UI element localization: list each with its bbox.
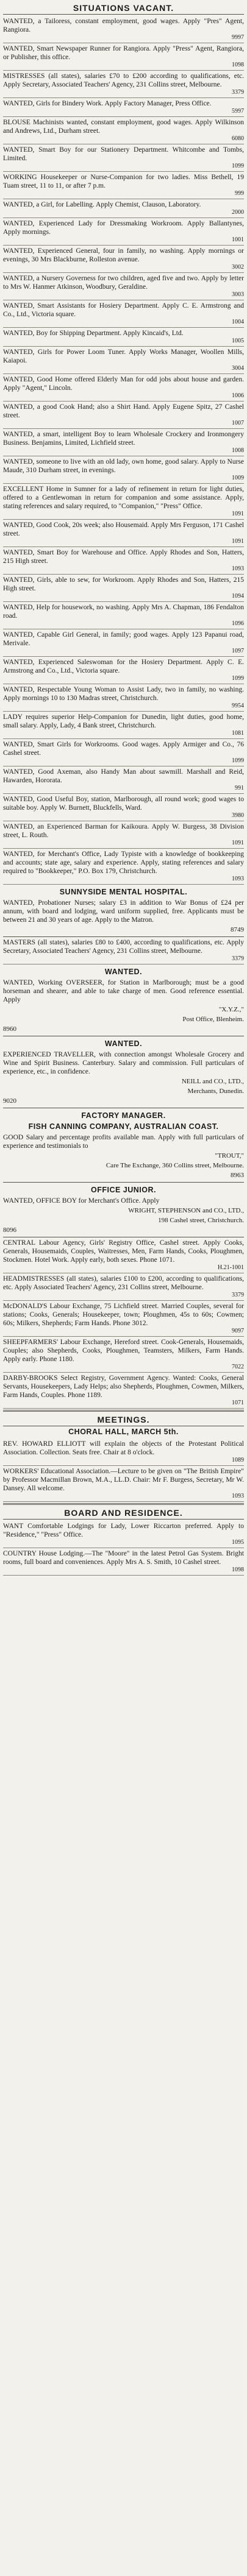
classified-ad-ref: 6080 (232, 135, 244, 142)
classified-ad (3, 429, 244, 456)
classified-ad-text: WANTED, Smart Assistants for Hosiery Department. Apply C. E. Armstrong and Co., Ltd., Victoria square. (3, 302, 244, 318)
meetings-list (3, 1438, 244, 1502)
traveller-title: WANTED. (104, 1039, 143, 1048)
classified-ad-text: MISTRESSES (all states), salaries £70 to £200 according to qualifications, etc. Apply Secretary, Associated Teachers' Agency, 231 Collins street, Melbourne. (3, 73, 244, 88)
classified-ad-ref: 1008 (232, 447, 244, 454)
classified-ad (3, 172, 244, 199)
office-junior-sign-sub: 198 Cashel street, Christchurch. (158, 1217, 244, 1224)
meeting-notice-ref: 1093 (232, 1493, 244, 1499)
classified-ad-ref: 1093 (232, 565, 244, 572)
labour-agency-ad-ref: 1071 (232, 1399, 244, 1406)
classified-ad-ref: 1099 (232, 757, 244, 764)
classified-ad-ref: 1091 (232, 538, 244, 545)
classified-ad-text: WANTED, Good Axeman, also Handy Man about sawmill. Marshall and Reid, Hawarden, Hororata. (3, 768, 244, 784)
meeting-notice-text: REV. HOWARD ELLIOTT will explain the objects of the Protestant Political Association. Collection. Seats free. Chair at 8 o'clock. (3, 1440, 244, 1456)
classified-ad (3, 374, 244, 402)
classified-ad (3, 98, 244, 117)
classified-ad (3, 684, 244, 712)
classified-ad-text: WANTED, someone to live with an old lady, own home, good salary. Apply to Nurse Maude, 310 Durham street, in evenings. (3, 458, 244, 474)
classified-ad-ref: 1091 (232, 840, 244, 846)
choral-hall-title: CHORAL HALL, MARCH 5th. (68, 1428, 179, 1436)
classified-ad-ref: 1081 (232, 730, 244, 737)
labour-agency-ad-text: HEADMISTRESSES (all states), salaries £100 to £200, according to qualifications, etc. Apply Associated Teachers' Agency, 231 Collins street, Melbourne. (3, 1275, 244, 1291)
situations-vacant-heading: SITUATIONS VACANT. (3, 1, 244, 15)
classified-ad-text: WANTED, Smart Girls for Workrooms. Good wages. Apply Armiger and Co., 76 Cashel street. (3, 741, 244, 757)
factory-ref: 8963 (231, 1172, 244, 1179)
classified-ad-text: WANTED, Girls for Bindery Work. Apply Factory Manager, Press Office. (3, 100, 212, 107)
classified-ad (3, 199, 244, 218)
section-divider (3, 1503, 244, 1505)
board-residence-ad (3, 1548, 244, 1576)
classified-ad-text: WANTED, Good Cook, 20s week; also Housemaid. Apply Mrs Ferguson, 171 Cashel street. (3, 522, 244, 537)
classified-ad (3, 456, 244, 484)
classified-ad (3, 402, 244, 429)
classified-ad-text: WANTED, for Merchant's Office, Lady Typiste with a knowledge of bookkeeping and accounts; state age, salary and experience. Apply, stating references and salary required to "Bookkeeper," P.O. Box 179, Christchurch. (3, 851, 244, 875)
classified-ad (3, 520, 244, 547)
classified-ad-text: LADY requires superior Help-Companion for Dunedin, light duties, good home, small salary. Apply, Lady, 4 Bank street, Christchurch. (3, 713, 244, 729)
labour-agency-ad (3, 1273, 244, 1301)
classified-ad (3, 246, 244, 273)
masters-ad (3, 937, 244, 964)
situations-vacant-list (3, 16, 244, 885)
meetings-heading: MEETINGS. (3, 1413, 244, 1426)
classified-ad-ref: 1004 (232, 319, 244, 325)
classified-ad-ref: 1097 (232, 648, 244, 654)
classified-ad-text: WANTED, Good Useful Boy, station, Marlborough, all round work; good wages to suitable boy. Apply W. Burnett, Bluckfells, Ward. (3, 796, 244, 812)
labour-agency-ad-text: McDONALD'S Labour Exchange, 75 Lichfield street. Married Couples, several for stations; Cooks, Generals; Housekeeper, town; Ploughmen, 45s to 60s; Cowmen; 60s; Milkers, Shepherds; Farm Hands. Phone 3012. (3, 1303, 244, 1327)
traveller-sign-name: NEILL and CO., LTD., (181, 1078, 244, 1085)
masters-text: MASTERS (all states), salaries £80 to £400, according to qualifications, etc. Apply Secretary, Associated Teachers' Agency, 231 Collins street, Melbourne. (3, 939, 244, 955)
classified-ad-text: WANTED, an Experienced Barman for Kaikoura. Apply W. Burgess, 38 Division street, L. Routh. (3, 823, 244, 839)
overseer-ref: 8960 (3, 1025, 16, 1033)
office-junior-title: OFFICE JUNIOR. (90, 1186, 156, 1194)
board-residence-heading: BOARD AND RESIDENCE. (3, 1506, 244, 1520)
classified-column (3, 0, 244, 1576)
factory-manager-ad (3, 1108, 244, 1183)
classified-ad-ref: 3003 (232, 291, 244, 298)
classified-ad-text: WANTED, Good Home offered Elderly Man for odd jobs about house and garden. Apply "Agent," Lincoln. (3, 376, 244, 392)
classified-ad-text: WANTED, a Nursery Governess for two children, aged five and two. Apply by letter to Mrs W. Hanmer Atkinson, Woodbury, Geraldine. (3, 275, 244, 291)
meeting-notice-ref: 1089 (232, 1457, 244, 1463)
classified-ad (3, 484, 244, 520)
section-divider (3, 1410, 244, 1412)
board-residence-ad-ref: 1098 (232, 1566, 244, 1573)
office-junior-ad (3, 1183, 244, 1237)
classified-ad-text: WANTED, Girls, able to sew, for Workroom. Apply Rhodes and Son, Hatters, 215 High street. (3, 576, 244, 592)
classified-ad-ref: 9954 (232, 702, 244, 709)
classified-ad (3, 43, 244, 71)
classified-ad-text: WANTED, Boy for Shipping Department. Apply Kincaid's, Ltd. (3, 330, 184, 337)
classified-ad (3, 794, 244, 821)
classified-ad (3, 712, 244, 739)
traveller-ad (3, 1036, 244, 1108)
classified-ad-text: WANTED, a smart, intelligent Boy to learn Wholesale Crockery and Ironmongery Business. Benjamins, Limited, Lichfield street. (3, 431, 244, 447)
classified-ad-ref: 1099 (232, 675, 244, 682)
factory-title: FACTORY MANAGER. (81, 1111, 166, 1120)
board-residence-list (3, 1521, 244, 1576)
classified-ad-ref: 3980 (232, 812, 244, 819)
classified-ad (3, 71, 244, 98)
classified-ad (3, 849, 244, 885)
classified-ad (3, 739, 244, 766)
classified-ad-ref: 1098 (232, 62, 244, 68)
meeting-notice (3, 1466, 244, 1502)
labour-agency-ad (3, 1237, 244, 1273)
meeting-notice-text: WORKERS' Educational Association.—Lecture to be given on "The British Empire" by Professor Macmillan Brown, M.A., LL.D. Chair: Mr F. Burgess, Secretary, Mr W. Dansey. All welcome. (3, 1468, 244, 1492)
factory-subtitle: FISH CANNING COMPANY, AUSTRALIAN COAST. (28, 1122, 219, 1131)
labour-agencies-list (3, 1237, 244, 1409)
classified-ad-ref: 1006 (232, 392, 244, 399)
sunnyside-title: SUNNYSIDE MENTAL HOSPITAL. (59, 888, 188, 896)
classified-ad-ref: 3379 (232, 89, 244, 96)
classified-ad (3, 821, 244, 849)
classified-ad (3, 300, 244, 328)
classified-ad (3, 347, 244, 374)
classified-ad-text: WANTED, Respectable Young Woman to Assist Lady, two in family, no washing. Apply mornings 10 to 130 Madras street, Christchurch. (3, 686, 244, 702)
classified-ad-text: WANTED, Girls for Power Loom Tuner. Apply Works Manager, Woollen Mills, Kaiapoi. (3, 349, 244, 364)
office-junior-ref: 8096 (3, 1226, 16, 1234)
classified-ad-ref: 1009 (232, 475, 244, 481)
classified-ad (3, 144, 244, 172)
sunnyside-text: WANTED, Probationer Nurses; salary £3 in addition to War Bonus of £24 per annum, with board and lodging, ward uniform supplied, free. Applicants must be between 21 and 30 years of age. Apply to the Matron. (3, 899, 244, 924)
classified-ad-ref: 999 (235, 190, 244, 197)
factory-sign-name: "TROUT," (215, 1152, 244, 1159)
traveller-text: EXPERIENCED TRAVELLER, with connection amongst Wholesale Grocery and Wine and Spirit Business. Canterbury. Salary and commission. Full particulars of experience, etc., in confidence. (3, 1051, 244, 1075)
factory-text: GOOD Salary and percentage profits available man. Apply with full particulars of experience and testimonials to (3, 1134, 244, 1150)
masters-ref: 3379 (232, 955, 244, 962)
labour-agency-ad (3, 1373, 244, 1409)
traveller-ref: 9020 (3, 1097, 16, 1105)
overseer-ad (3, 964, 244, 1036)
factory-sign-sub: Care The Exchange, 360 Collins street, Melbourne. (106, 1162, 244, 1169)
classified-ad (3, 117, 244, 144)
classified-ad-text: WANTED, a good Cook Hand; also a Shirt Hand. Apply Eugene Spitz, 27 Cashel street. (3, 403, 244, 419)
classified-ad-text: WANTED, Smart Newspaper Runner for Rangiora. Apply "Press" Agent, Rangiora, or Publisher, this office. (3, 45, 244, 61)
sunnyside-ad (3, 885, 244, 937)
classified-ad (3, 575, 244, 602)
labour-agency-ad-ref: H.21-1001 (217, 1264, 244, 1271)
classified-ad (3, 547, 244, 575)
classified-ad-ref: 3002 (232, 264, 244, 271)
labour-agency-ad (3, 1301, 244, 1337)
classified-ad-ref: 3004 (232, 365, 244, 372)
classified-ad-ref: 1099 (232, 163, 244, 169)
board-residence-ad-text: COUNTRY House Lodging.—The "Moore" in the latest Petrol Gas System. Bright rooms, full board and conveniences. Apply Mrs A. S. Smith, 10 Cashel street. (3, 1550, 244, 1566)
classified-ad-ref: 1093 (232, 876, 244, 882)
labour-agency-ad-text: SHEEPFARMERS' Labour Exchange, Hereford street. Cook-Generals, Housemaids, Couples; also Shepherds, Cooks, Ploughmen, Teamsters, Milkers, Farm Hands. Apply early. Phone 1180. (3, 1339, 244, 1363)
classified-ad-ref: 1005 (232, 338, 244, 344)
overseer-title: WANTED. (104, 968, 143, 976)
labour-agency-ad-text: CENTRAL Labour Agency, Girls' Registry Office, Cashel street. Apply Cooks, Generals, Housemaids, Couples, Waitresses, Men, Farm Hands, Cooks, Ploughmen, Stockmen. Hotel Work. Apply early, both sexes. Phone 1071. (3, 1239, 244, 1264)
sunnyside-ref: 8749 (231, 926, 244, 933)
classified-ad-text: BLOUSE Machinists wanted, constant employment, good wages. Apply Wilkinson and Andrews, Ltd., Durham street. (3, 119, 244, 135)
classified-ad-ref: 9997 (232, 34, 244, 41)
classified-ad-text: WANTED, Experienced Saleswoman for the Hosiery Department. Apply C. E. Armstrong and Co., Ltd., Victoria square. (3, 659, 244, 674)
office-junior-text: WANTED, OFFICE BOY for Merchant's Office. Apply (3, 1197, 160, 1205)
classified-ad-ref: 2000 (232, 209, 244, 216)
classified-ad-text: WANTED, Experienced Lady for Dressmaking Workroom. Apply Ballantynes, Apply mornings. (3, 220, 244, 236)
classified-ad (3, 766, 244, 794)
classified-ad (3, 218, 244, 246)
labour-agency-ad (3, 1337, 244, 1373)
overseer-sign-label: "X.Y.Z.," (218, 1006, 244, 1013)
office-junior-sign-name: WRIGHT, STEPHENSON and CO., LTD., (128, 1207, 244, 1214)
classified-ad-ref: 5997 (232, 108, 244, 115)
classified-ad-ref: 1091 (232, 511, 244, 517)
meeting-notice (3, 1438, 244, 1466)
classified-ad-text: WANTED, Smart Boy for our Stationery Department. Whitcombe and Tombs, Limited. (3, 146, 244, 162)
classified-ad-text: WANTED, Experienced General, four in family, no washing. Apply mornings or evenings, 30 Mrs Blackburne, Rolleston avenue. (3, 247, 244, 263)
classified-ad-ref: 1001 (232, 236, 244, 243)
classified-ad (3, 602, 244, 629)
classified-ad (3, 657, 244, 684)
traveller-sign-sub: Merchants, Dunedin. (187, 1088, 244, 1095)
board-residence-ad-ref: 1095 (232, 1539, 244, 1546)
classified-ad-text: WORKING Housekeeper or Nurse-Companion for two ladies. Miss Bethell, 19 Tuam street, 11 to 11, or after 7 p.m. (3, 174, 244, 189)
classified-ad-text: WANTED, a Girl, for Labelling. Apply Chemist, Clauson, Laboratory. (3, 201, 201, 208)
classified-ad-text: WANTED, Smart Boy for Warehouse and Office. Apply Rhodes and Son, Hatters, 215 High street. (3, 549, 244, 565)
classified-ad-text: WANTED, Help for housework, no washing. Apply Mrs A. Chapman, 186 Fendalton road. (3, 604, 244, 620)
classified-ad (3, 629, 244, 657)
classified-ad-ref: 991 (235, 785, 244, 791)
labour-agency-ad-ref: 3379 (232, 1292, 244, 1298)
labour-agency-ad-ref: 9097 (232, 1328, 244, 1334)
classified-ad-ref: 1007 (232, 420, 244, 426)
overseer-text: WANTED, Working OVERSEER, for Station in Marlborough; must be a good horseman and shearer, and able to take charge of men. Good reference essential. Apply (3, 979, 244, 1003)
classified-ad-ref: 1094 (232, 593, 244, 600)
classified-ad-text: WANTED, a Tailoress, constant employment, good wages. Apply "Pres" Agent, Rangiora. (3, 18, 244, 34)
classified-ad (3, 273, 244, 300)
labour-agency-ad-text: DARBY-BROOKS Select Registry, Government Agency. Wanted: Cooks, General Servants, Housekeepers, Lady Helps; also Shepherds, Ploughmen, Cowmen, Milkers, Farm Hands, Couples. Phone 1189. (3, 1375, 244, 1399)
labour-agency-ad-ref: 7022 (232, 1364, 244, 1370)
classified-ad (3, 328, 244, 347)
classified-ad-ref: 1096 (232, 620, 244, 627)
classified-ad-text: WANTED, Capable Girl General, in family; good wages. Apply 123 Papanui road, Merivale. (3, 631, 244, 647)
classified-ad (3, 16, 244, 43)
classified-ad-text: EXCELLENT Home in Sumner for a lady of refinement in return for light duties, offered to a Gentlewoman in return for companion and some assistance. Apply, stating references and salary required, to "Companion," "Press" Office. (3, 486, 244, 510)
overseer-sign-sub: Post Office, Blenheim. (182, 1016, 244, 1023)
board-residence-ad (3, 1521, 244, 1548)
board-residence-ad-text: WANT Comfortable Lodgings for Lady, Lower Riccarton preferred. Apply to "Residence," "Press" Office. (3, 1523, 244, 1538)
